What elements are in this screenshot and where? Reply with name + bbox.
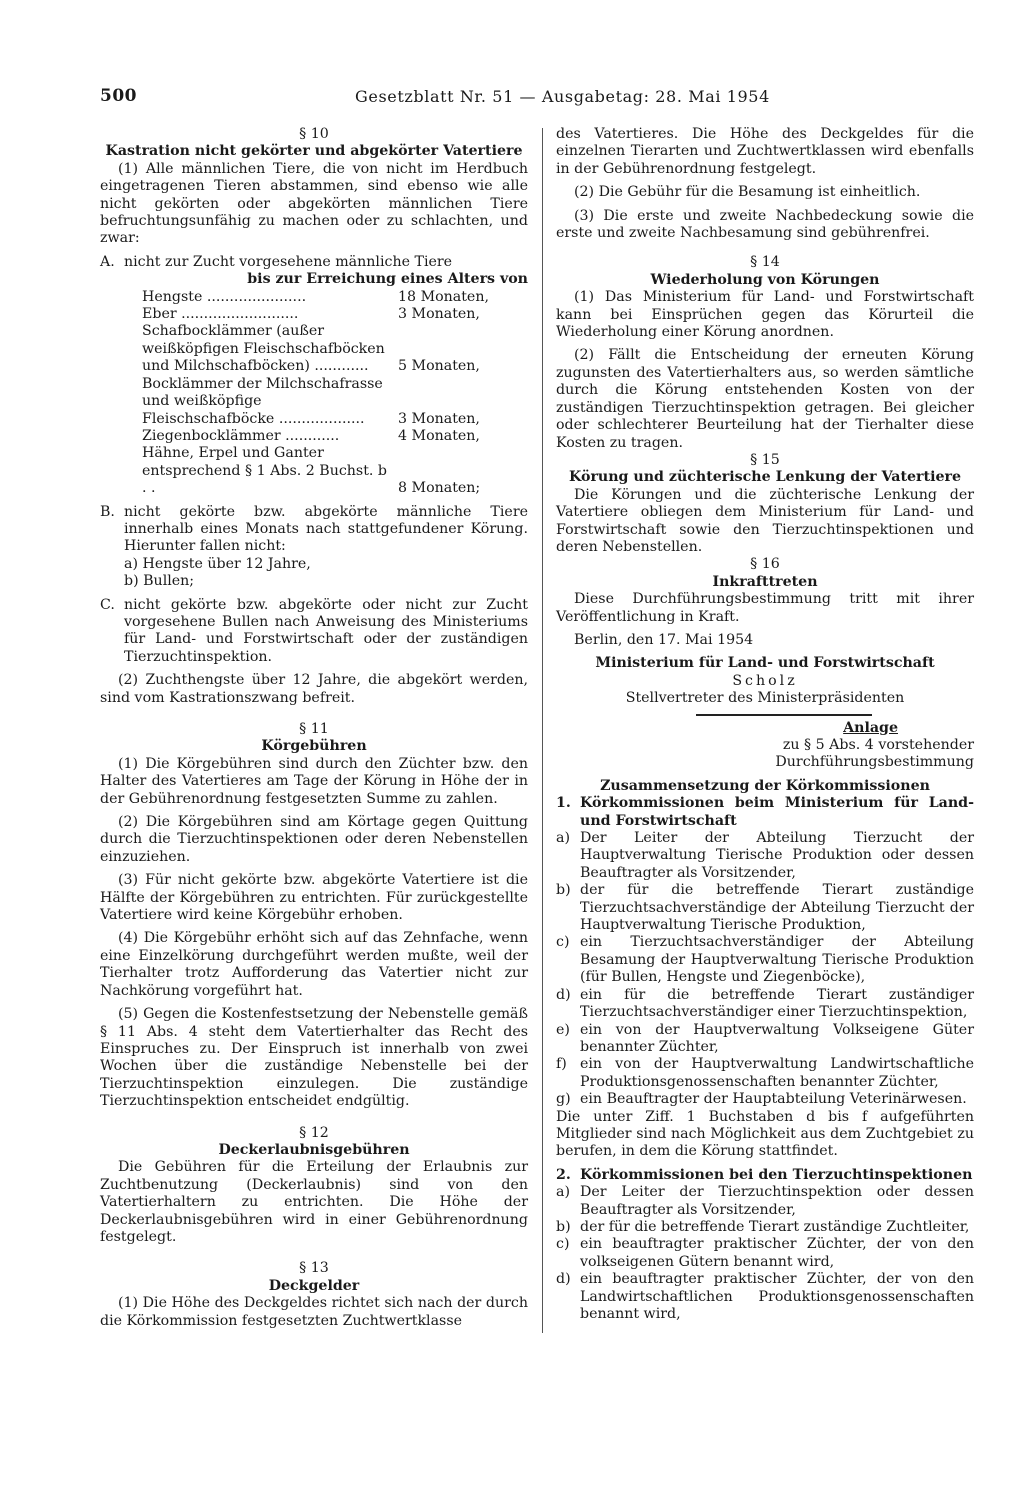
list-item (556, 1236, 974, 1271)
section-10-para-2: (2) Zuchthengste über 12 Jahre, die abgekört werden, sind vom Kastrationszwang befreit. (100, 672, 528, 706)
age-value: 3 Monaten, (398, 306, 480, 323)
age-row (142, 306, 528, 323)
section-13-para-1: (1) Die Höhe des Deckgeldes richtet sich nach der durch die Körkommission festgesetzten Zuchtwertklasse (100, 1295, 528, 1329)
list-item-b (100, 504, 528, 591)
animal-name: Hengste ...................... (142, 288, 307, 305)
list-text: ein für die betreffende Tierart zuständiger Tierzuchtsachverständiger einer Tierzuchtinspektion, (580, 986, 974, 1021)
signer-name: Scholz (732, 672, 798, 689)
list-item (556, 1271, 974, 1323)
list-text: ein von der Hauptverwaltung Landwirtschaftliche Produktionsgenossenschaften benannter Züchter, (580, 1056, 974, 1090)
signer-role: Stellvertreter des Ministerpräsidenten (625, 690, 905, 707)
section-13-number: § 13 (299, 1260, 329, 1277)
commission-1-heading (556, 795, 974, 830)
section-10-para-1: (1) Alle männlichen Tiere, die von nicht im Herdbuch eingetragenen Tieren abstammen, sind ebenso wie alle nicht gekörten oder abgekörten männlichen Tiere befruchtungsunfähig zu machen oder zu schlachten, und zwar: (100, 160, 528, 247)
commission-1-note: Die unter Ziff. 1 Buchstaben d bis f aufgeführten Mitglieder sind nach Möglichkeit aus dem Zuchtgebiet zu berufen, in dem die Körung stattfindet. (556, 1108, 974, 1160)
section-13-para-3: (3) Die erste und zweite Nachbedeckung sowie die erste und zweite Nachbesamung sind gebührenfrei. (556, 207, 974, 242)
list-label: C. (100, 596, 115, 613)
signature-date: Berlin, den 17. Mai 1954 (574, 631, 754, 648)
list-label: c) (556, 934, 570, 951)
list-text (124, 504, 528, 591)
section-12-number: § 12 (299, 1124, 329, 1141)
section-13-continued: des Vatertieres. Die Höhe des Deckgeldes für die einzelnen Tierarten und Zuchtwertklassen wird ebenfalls in der Gebührenordnung festgelegt. (556, 126, 974, 177)
list-item (556, 987, 974, 1022)
list-label: b) (556, 1218, 571, 1235)
section-15-para-1: Die Körungen und die züchterische Lenkung der Vatertiere obliegen dem Ministerium für Land- und Forstwirtschaft sowie den Tierzuchtinspektionen und deren Nebenstellen. (556, 486, 974, 555)
section-16-para-1: Diese Durchführungsbestimmung tritt mit ihrer Veröffentlichung in Kraft. (556, 591, 974, 625)
section-11-para-4: (4) Die Körgebühr erhöht sich auf das Zehnfache, wenn eine Einzelkörung durchgeführt werden mußte, weil der Tierhalter trotz Aufforderung das Vatertier nicht zur Nachkörung vorgeführt hat. (100, 930, 528, 999)
age-value: 8 Monaten; (398, 480, 481, 497)
animal-name: Eber .......................... (142, 306, 299, 323)
list-item-c (100, 597, 528, 667)
section-14-para-2: (2) Fällt die Entscheidung der erneuten Körung zugunsten des Vatertierhalters aus, so werden sämtliche durch die Körung entstehenden Kosten von der zuständigen Tierzuchtinspektion getragen. Bei gleicher oder schlechterer Beurteilung hat der Tierhalter diese Kosten zu tragen. (556, 347, 974, 451)
animal-name: Bocklämmer der Milchschafrasse und weißköpfige Fleischschafböcke ................... (142, 375, 383, 427)
animal-name: Ziegenbocklämmer ............ (142, 427, 340, 444)
section-11-para-2: (2) Die Körgebühren sind am Körtage gegen Quittung durch die Tierzuchtinspektionen oder deren Nebenstellen einzuziehen. (100, 814, 528, 865)
section-12-para-1: Die Gebühren für die Erteilung der Erlaubnis zur Zuchtbenutzung (Deckerlaubnis) sind von den Vatertierhaltern zu entrichten. Die Höhe der Deckerlaubnisgebühren wird in einer Gebührenordnung festgelegt. (100, 1159, 528, 1245)
section-11-number: § 11 (299, 721, 329, 737)
age-row (142, 289, 528, 306)
list-label: d) (556, 986, 571, 1003)
list-text: ein beauftragter praktischer Züchter, der von den Landwirtschaftlichen Produktionsgenossenschaften benannt wird, (580, 1271, 974, 1322)
list-label: g) (556, 1091, 571, 1108)
list-subitem: b) Bullen; (124, 573, 195, 590)
left-column (100, 126, 528, 1330)
list-label: a) (556, 1184, 570, 1201)
age-value: 4 Monaten, (398, 427, 480, 444)
list-item (556, 1184, 974, 1219)
annex-heading: Anlage (843, 719, 898, 736)
age-row (142, 445, 528, 497)
list-item (556, 830, 974, 882)
list-item (556, 1219, 974, 1236)
list-item (556, 1022, 974, 1057)
section-14-number: § 14 (750, 254, 780, 271)
section-11-para-5: (5) Gegen die Kostenfestsetzung der Nebenstelle gemäß § 11 Abs. 4 steht dem Vatertierhalter das Recht des Einspruches zu. Der Einspruch ist innerhalb von zwei Wochen über die zuständige Nebenstelle bei der Tierzuchtinspektion einzulegen. Die zuständige Tierzuchtinspektion entscheidet endgültig. (100, 1006, 528, 1110)
page-header (100, 88, 900, 110)
list-label: e) (556, 1021, 570, 1038)
section-11-para-1: (1) Die Körgebühren sind durch den Züchter bzw. den Halter des Vatertieres am Tage der Körung in Höhe der in der Gebührenordnung festgesetzten Summe zu zahlen. (100, 755, 528, 807)
list-label: B. (100, 503, 115, 520)
age-value: 5 Monaten, (398, 358, 480, 375)
section-14-para-1: (1) Das Ministerium für Land- und Forstwirtschaft kann bei Einsprüchen gegen das Körurteil die Wiederholung einer Körung anordnen. (556, 289, 974, 341)
annex-reference: zu § 5 Abs. 4 vorstehender (782, 737, 974, 753)
section-13-para-2: (2) Die Gebühr für die Besamung ist einheitlich. (574, 184, 921, 201)
ministry-name: Ministerium für Land- und Forstwirtschaft (595, 655, 935, 672)
list-item (556, 934, 974, 986)
section-14-title: Wiederholung von Körungen (650, 271, 880, 288)
page-number: 500 (100, 86, 137, 106)
section-10-number: § 10 (299, 126, 329, 142)
list-item-a (100, 254, 528, 271)
list-text: der für die betreffende Tierart zuständige Zuchtleiter, (580, 1218, 970, 1235)
list-text: ein Tierzuchtsachverständiger der Abteilung Besamung der Hauptverwaltung Tierische Produktion (für Bullen, Hengste und Ziegenböcke), (580, 934, 974, 986)
list-label: b) (556, 882, 571, 899)
list-text-body: nicht gekörte bzw. abgekörte männliche Tiere innerhalb eines Monats nach stattgefundener Körung. Hierunter fallen nicht: (124, 503, 528, 555)
age-value: 18 Monaten, (398, 288, 489, 305)
list-text: ein beauftragter praktischer Züchter, der von den volkseigenen Gütern benannt wird, (580, 1236, 974, 1270)
age-row (142, 428, 528, 445)
commissions-title: Zusammensetzung der Körkommissionen (600, 777, 930, 794)
animal-name: Schafbocklämmer (außer weißköpfigen Fleischschafböcken und Milchschafböcken) ............ (142, 323, 385, 375)
list-text: ein von der Hauptverwaltung Volkseigene Güter benannter Züchter, (580, 1021, 974, 1055)
list-text: ein Beauftragter der Hauptabteilung Veterinärwesen. (580, 1091, 967, 1108)
list-label: f) (556, 1056, 567, 1073)
section-12-title: Deckerlaubnisgebühren (218, 1141, 410, 1158)
list-text: nicht gekörte bzw. abgekörte oder nicht zur Zucht vorgesehene Bullen nach Anweisung des Ministeriums für Land- und Forstwirtschaft oder der zuständigen Tierzuchtinspektion. (124, 596, 528, 665)
list-item (556, 882, 974, 934)
annex-reference: Durchführungsbestimmung (775, 754, 974, 771)
animal-name: Hähne, Erpel und Ganter entsprechend § 1 Abs. 2 Buchst. b . . (142, 445, 388, 497)
separator-rule (696, 714, 872, 716)
list-label: a) (556, 830, 570, 847)
list-subitem: a) Hengste über 12 Jahre, (124, 555, 311, 572)
list-text: Körkommissionen beim Ministerium für Land- und Forstwirtschaft (580, 795, 974, 829)
section-13-title: Deckgelder (268, 1277, 360, 1294)
section-16-number: § 16 (750, 556, 780, 573)
list-label: 2. (556, 1166, 571, 1183)
column-divider (542, 128, 543, 1333)
list-text: Körkommissionen bei den Tierzuchtinspektionen (580, 1166, 973, 1183)
section-11-title: Körgebühren (261, 738, 367, 755)
section-16-title: Inkrafttreten (712, 573, 818, 590)
age-value: 3 Monaten, (398, 410, 480, 427)
list-label: c) (556, 1236, 570, 1253)
section-11-para-3: (3) Für nicht gekörte bzw. abgekörte Vatertiere ist die Hälfte der Körgebühren zu entrichten. Für zurückgestellte Vatertiere wird keine Körgebühr erhoben. (100, 872, 528, 924)
list-text: Der Leiter der Tierzuchtinspektion oder dessen Beauftragter als Vorsitzender, (580, 1184, 974, 1218)
list-label: 1. (556, 795, 571, 812)
age-row (142, 376, 528, 428)
list-item (556, 1056, 974, 1091)
section-15-title: Körung und züchterische Lenkung der Vatertiere (568, 469, 962, 486)
age-table-heading: bis zur Erreichung eines Alters von (247, 271, 528, 288)
list-item (556, 1091, 974, 1108)
age-row (142, 323, 528, 375)
list-label: A. (100, 253, 115, 270)
section-15-number: § 15 (750, 451, 780, 468)
age-table (100, 289, 528, 498)
gazette-title: Gesetzblatt Nr. 51 — Ausgabetag: 28. Mai 1954 (355, 87, 770, 106)
list-text: Der Leiter der Abteilung Tierzucht der Hauptverwaltung Tierische Produktion oder dessen Beauftragter als Vorsitzender, (580, 830, 974, 881)
list-text: nicht zur Zucht vorgesehene männliche Tiere (124, 253, 453, 270)
list-label: d) (556, 1271, 571, 1288)
section-10-title: Kastration nicht gekörter und abgekörter Vatertiere (105, 143, 523, 160)
right-column (556, 126, 974, 1323)
commission-2-heading (556, 1167, 974, 1184)
list-text: der für die betreffende Tierart zuständige Tierzuchtsachverständige der Abteilung Tierzucht der Hauptverwaltung Tierische Produktion, (580, 882, 974, 934)
